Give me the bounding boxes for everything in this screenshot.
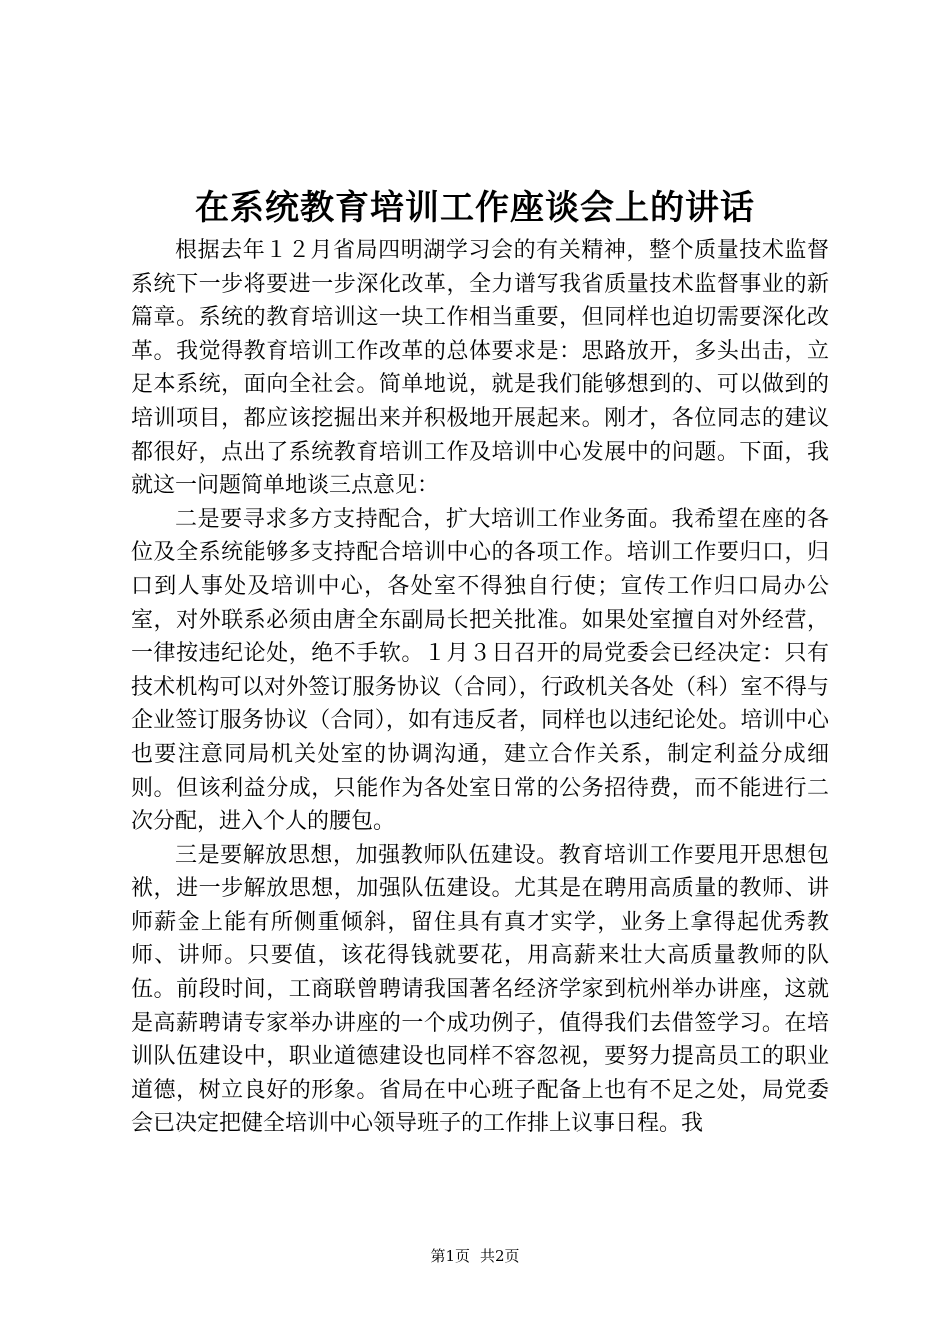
document-body	[131, 234, 829, 1141]
page-total: 共2页	[480, 1247, 520, 1265]
paragraph-2: 二是要寻求多方支持配合，扩大培训工作业务面。我希望在座的各位及全系统能够多支持配合培训中心的各项工作。培训工作要归口，归口到人事处及培训中心，各处室不得独自行使；宣传工作归口局办公室，对外联系必须由唐全东副局长把关批准。如果处室擅自对外经营，一律按违纪论处，绝不手软。１月３日召开的局党委会已经决定：只有技术机构可以对外签订服务协议（合同），行政机关各处（科）室不得与企业签订服务协议（合同），如有违反者，同样也以违纪论处。培训中心也要注意同局机关处室的协调沟通，建立合作关系，制定利益分成细则。但该利益分成，只能作为各处室日常的公务招待费，而不能进行二次分配，进入个人的腰包。	[131, 506, 829, 835]
paragraph-3: 三是要解放思想，加强教师队伍建设。教育培训工作要甩开思想包袱，进一步解放思想，加强队伍建设。尤其是在聘用高质量的教师、讲师薪金上能有所侧重倾斜，留住具有真才实学，业务上拿得起优秀教师、讲师。只要值，该花得钱就要花，用高薪来壮大高质量教师的队伍。前段时间，工商联曾聘请我国著名经济学家到杭州举办讲座，这就是高薪聘请专家举办讲座的一个成功例子，值得我们去借签学习。在培训队伍建设中，职业道德建设也同样不容忽视，要努力提高员工的职业道德，树立良好的形象。省局在中心班子配备上也有不足之处，局党委会已决定把健全培训中心领导班子的工作排上议事日程。我	[131, 842, 829, 1137]
page-number: 第1页	[430, 1247, 470, 1265]
paragraph-1: 根据去年１２月省局四明湖学习会的有关精神，整个质量技术监督系统下一步将要进一步深化改革，全力谱写我省质量技术监督事业的新篇章。系统的教育培训这一块工作相当重要，但同样也迫切需要深化改革。我觉得教育培训工作改革的总体要求是：思路放开，多头出击，立足本系统，面向全社会。简单地说，就是我们能够想到的、可以做到的培训项目，都应该挖掘出来并积极地开展起来。刚才，各位同志的建议都很好，点出了系统教育培训工作及培训中心发展中的问题。下面，我就这一问题简单地谈三点意见：	[131, 238, 829, 499]
document-title: 在系统教育培训工作座谈会上的讲话	[195, 188, 755, 228]
page-footer	[0, 1246, 950, 1266]
